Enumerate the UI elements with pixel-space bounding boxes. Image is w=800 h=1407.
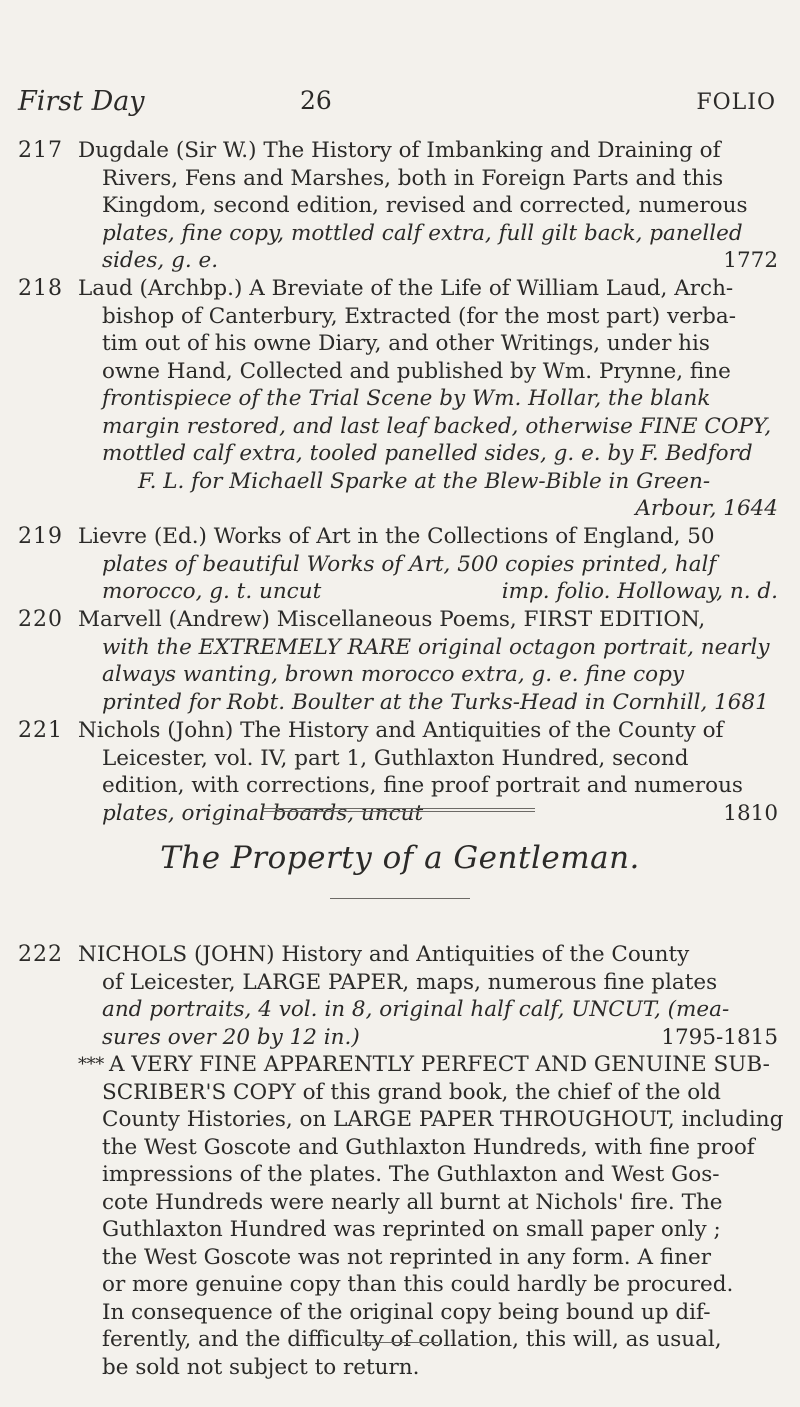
- lot-line: Rivers, Fens and Marshes, both in Foreign Parts and this: [102, 165, 724, 191]
- lot-line: [78, 578, 778, 606]
- lot-line: printed for Robt. Boulter at the Turks-Head in Cornhill, 1681: [102, 689, 769, 715]
- lot-line-text: plates, original boards, uncut: [102, 800, 424, 826]
- lot-number: 217: [18, 138, 63, 163]
- lot-note-line: ferently, and the difficulty of collation, this will, as usual,: [102, 1327, 722, 1352]
- lot-line: Kingdom, second edition, revised and corrected, numerous: [102, 193, 748, 218]
- lot-description: [78, 137, 778, 275]
- lot-line: mottled calf extra, tooled panelled sides, g. e. by F. Bedford: [102, 441, 753, 466]
- lot-number: 222: [18, 942, 63, 967]
- lot-line: always wanting, brown morocco extra, g. e. fine copy: [102, 662, 684, 687]
- format-label: FOLIO: [696, 90, 776, 115]
- lot-line: NICHOLS (JOHN) History and Antiquities of the County: [78, 942, 690, 967]
- lot-line: Lievre (Ed.) Works of Art in the Collections of England, 50: [78, 524, 715, 549]
- page-header: [18, 86, 776, 120]
- lot-line: frontispiece of the Trial Scene by Wm. Hollar, the blank: [102, 386, 711, 411]
- lot-line: [78, 247, 778, 275]
- lot-line: Nichols (John) The History and Antiquities of the County of: [78, 718, 724, 743]
- lot-220: [18, 606, 778, 716]
- lot-date: 1810: [723, 800, 778, 826]
- lot-date: 1795-1815: [661, 1024, 778, 1050]
- lot-line: Marvell (Andrew) Miscellaneous Poems, FIRST EDITION,: [78, 607, 706, 632]
- end-rule: [362, 1342, 438, 1343]
- lot-note-line: Guthlaxton Hundred was reprinted on small paper only ;: [102, 1217, 721, 1242]
- section-rule-top: [263, 808, 535, 809]
- lot-line: owne Hand, Collected and published by Wm. Prynne, fine: [102, 358, 731, 384]
- lot-number: 219: [18, 524, 63, 549]
- lot-line-text: sides, g. e.: [102, 248, 219, 273]
- lot-line: with the EXTREMELY RARE original octagon portrait, nearly: [102, 634, 770, 660]
- lot-note-line: impressions of the plates. The Guthlaxton and West Gos-: [102, 1162, 720, 1187]
- lot-description: [78, 606, 778, 716]
- section-rule-top-2: [263, 811, 535, 812]
- lot-note-line: or more genuine copy than this could hardly be procured.: [102, 1272, 734, 1297]
- lot-note-line: SCRIBER'S COPY of this grand book, the chief of the old: [102, 1079, 721, 1105]
- lot-number: 221: [18, 718, 63, 743]
- lot-218: [18, 275, 778, 523]
- page-number: 26: [300, 86, 332, 115]
- lot-note-line: In consequence of the original copy being bound up dif-: [102, 1299, 711, 1325]
- lot-description: [78, 941, 784, 1381]
- lot-line: [78, 800, 778, 828]
- lot-line: plates of beautiful Works of Art, 500 copies printed, half: [102, 551, 717, 577]
- lot-line: Leicester, vol. IV, part 1, Guthlaxton Hundred, second: [102, 745, 689, 771]
- lot-imprint: imp. folio. Holloway, n. d.: [501, 579, 778, 604]
- lot-description: [78, 275, 778, 523]
- lot-note-line: [78, 1051, 778, 1079]
- lot-line: [78, 1024, 778, 1052]
- lot-note-line: County Histories, on LARGE PAPER THROUGHOUT, including: [102, 1107, 784, 1132]
- asterism-icon: * * *: [78, 1054, 103, 1075]
- lot-line: bishop of Canterbury, Extracted (for the most part) verba-: [102, 303, 736, 329]
- lot-date: 1772: [723, 248, 778, 273]
- lot-line-text: morocco, g. t. uncut: [102, 579, 322, 604]
- lot-219: [18, 523, 778, 606]
- lot-line: F. L. for Michaell Sparke at the Blew-Bible in Green-: [138, 468, 711, 494]
- lot-line: plates, fine copy, mottled calf extra, full gilt back, panelled: [102, 220, 743, 246]
- lot-number: 220: [18, 607, 63, 632]
- lot-222: [18, 941, 784, 1381]
- lot-line: margin restored, and last leaf backed, otherwise FINE COPY,: [102, 413, 772, 439]
- lot-line: and portraits, 4 vol. in 8, original half calf, UNCUT, (mea-: [102, 997, 730, 1022]
- lot-line: Arbour, 1644: [635, 496, 778, 521]
- lot-line: tim out of his owne Diary, and other Writings, under his: [102, 331, 710, 356]
- lot-line: Laud (Archbp.) A Breviate of the Life of William Laud, Arch-: [78, 276, 734, 301]
- lot-note-line: the West Goscote and Guthlaxton Hundreds, with fine proof: [102, 1134, 755, 1160]
- section-title: The Property of a Gentleman.: [160, 840, 640, 876]
- lot-note-line: be sold not subject to return.: [102, 1354, 420, 1380]
- lot-number: 218: [18, 276, 63, 301]
- lot-line-text: sures over 20 by 12 in.): [102, 1024, 360, 1050]
- lot-note-line: cote Hundreds were nearly all burnt at Nichols' fire. The: [102, 1189, 723, 1215]
- lot-line: Dugdale (Sir W.) The History of Imbanking and Draining of: [78, 138, 721, 163]
- lot-217: [18, 137, 778, 275]
- section-rule-bottom: [330, 898, 470, 899]
- lot-note-text: A VERY FINE APPARENTLY PERFECT AND GENUINE SUB-: [109, 1052, 770, 1077]
- lot-note-line: the West Goscote was not reprinted in any form. A finer: [102, 1244, 712, 1270]
- running-head: First Day: [18, 86, 145, 117]
- lot-line: edition, with corrections, fine proof portrait and numerous: [102, 773, 743, 798]
- lot-line: of Leicester, LARGE PAPER, maps, numerous fine plates: [102, 969, 718, 995]
- lot-description: [78, 523, 778, 606]
